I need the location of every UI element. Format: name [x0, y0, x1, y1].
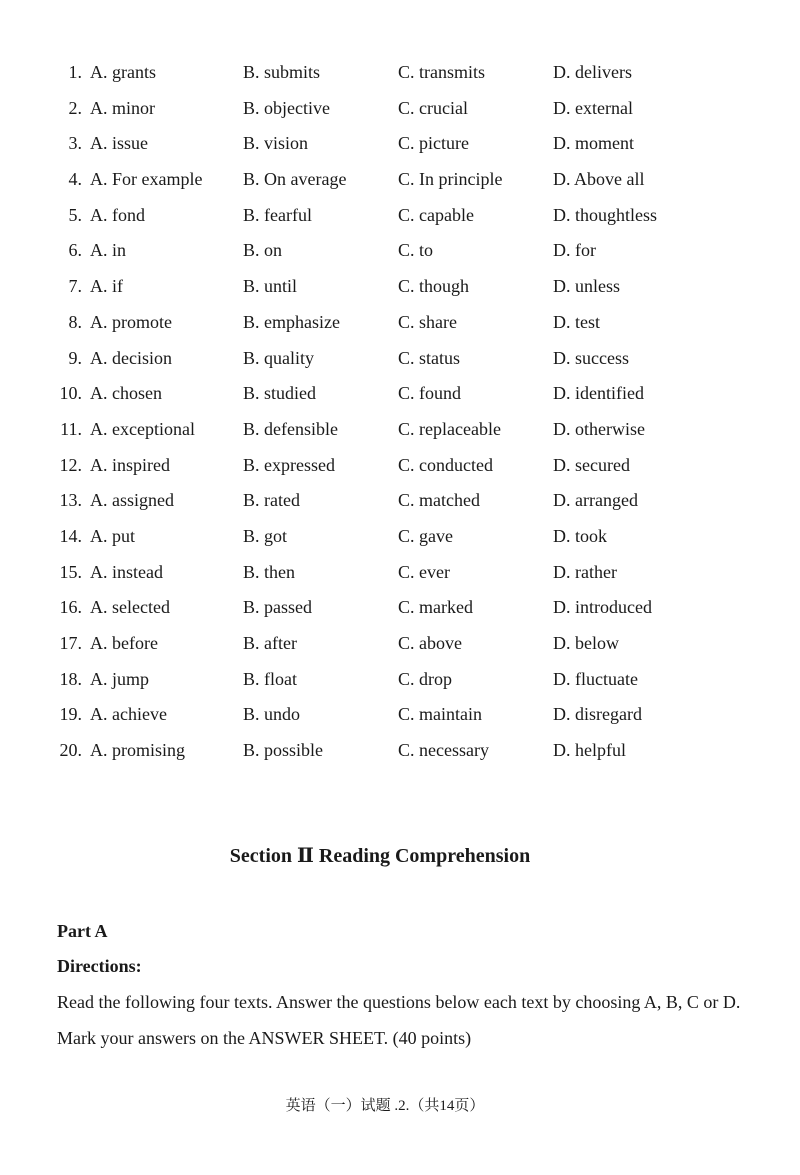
cloze-options-list — [0, 55, 800, 769]
option-d: D. introduced — [553, 597, 652, 618]
question-row — [0, 483, 800, 519]
option-c: C. In principle — [398, 169, 503, 190]
option-a: A. grants — [90, 62, 156, 82]
option-a: A. For example — [90, 169, 203, 190]
option-c: C. necessary — [398, 740, 489, 761]
question-number: 6. — [68, 240, 82, 261]
question-number: 1. — [68, 62, 82, 82]
question-number: 10. — [59, 383, 82, 404]
question-number: 11. — [60, 418, 82, 439]
option-c: C. though — [398, 276, 470, 297]
option-a: A. exceptional — [90, 418, 195, 439]
option-b: B. emphasize — [243, 311, 340, 332]
question-row — [0, 412, 800, 448]
option-a: A. put — [90, 525, 135, 546]
option-b: B. possible — [243, 740, 324, 761]
question-row — [0, 162, 800, 198]
option-b: B. on — [243, 240, 283, 261]
question-row — [0, 126, 800, 162]
option-d: D. identified — [553, 383, 644, 404]
option-b: B. passed — [243, 597, 312, 618]
option-b: B. studied — [243, 383, 317, 404]
question-number: 5. — [68, 204, 82, 225]
question-number: 16. — [59, 597, 82, 618]
question-number: 19. — [59, 704, 82, 725]
option-b: B. objective — [243, 97, 330, 118]
part-label: Part A — [57, 921, 108, 941]
question-row — [0, 590, 800, 626]
section-title: Section Ⅱ Reading Comprehension — [229, 845, 531, 867]
option-b: B. undo — [243, 704, 301, 725]
option-d: D. thoughtless — [553, 204, 658, 225]
option-b: B. quality — [243, 347, 314, 368]
option-c: C. maintain — [398, 704, 482, 725]
option-b: B. fearful — [243, 204, 312, 225]
question-number: 14. — [59, 525, 82, 546]
option-c: C. above — [398, 633, 462, 653]
question-number: 7. — [68, 276, 82, 297]
option-a: A. promising — [90, 740, 186, 761]
question-number: 20. — [59, 740, 82, 761]
question-row — [0, 697, 800, 733]
option-a: A. assigned — [90, 490, 174, 511]
option-b: B. On average — [243, 169, 347, 190]
option-c: C. picture — [398, 133, 469, 154]
question-number: 12. — [59, 454, 82, 475]
option-c: C. transmits — [398, 62, 486, 82]
option-a: A. promote — [90, 311, 172, 332]
question-number: 13. — [59, 490, 82, 511]
option-a: A. decision — [90, 347, 172, 368]
question-number: 2. — [68, 97, 82, 118]
question-number: 8. — [68, 311, 82, 332]
option-c: C. marked — [398, 597, 473, 618]
option-b: B. after — [243, 633, 297, 653]
question-row — [0, 305, 800, 341]
question-number: 15. — [59, 561, 82, 582]
option-b: B. vision — [243, 133, 309, 154]
option-a: A. instead — [90, 561, 163, 582]
question-number: 17. — [59, 633, 82, 653]
question-number: 4. — [68, 169, 82, 190]
option-c: C. gave — [398, 525, 453, 546]
option-d: D. for — [553, 240, 596, 261]
option-c: C. replaceable — [398, 418, 501, 439]
option-c: C. to — [398, 240, 434, 261]
question-row — [0, 91, 800, 127]
option-d: D. below — [553, 633, 619, 653]
option-d: D. success — [553, 347, 629, 368]
option-c: C. capable — [398, 204, 474, 225]
option-b: B. defensible — [243, 418, 338, 439]
option-c: C. ever — [398, 561, 450, 582]
option-d: D. Above all — [553, 169, 645, 190]
option-a: A. in — [90, 240, 126, 261]
option-c: C. crucial — [398, 97, 468, 118]
page-footer: 英语（一）试题 .2.（共14页） — [285, 1098, 485, 1114]
option-d: D. moment — [553, 133, 634, 154]
question-row — [0, 269, 800, 305]
directions-text: Read the following four texts. Answer the questions below each text by choosing A, B, C or D. Mark your answers on the ANSWER SHEET. (40 points) — [57, 992, 741, 1048]
option-d: D. rather — [553, 561, 617, 582]
option-d: D. helpful — [553, 740, 626, 761]
option-c: C. found — [398, 383, 461, 404]
option-a: A. selected — [90, 597, 170, 618]
option-b: B. submits — [243, 62, 321, 82]
option-c: C. matched — [398, 490, 480, 511]
option-d: D. fluctuate — [553, 668, 638, 689]
question-number: 9. — [68, 347, 82, 368]
option-d: D. disregard — [553, 704, 642, 725]
option-a: A. if — [90, 276, 123, 297]
question-row — [0, 198, 800, 234]
option-d: D. secured — [553, 454, 630, 475]
question-row — [0, 733, 800, 769]
option-d: D. otherwise — [553, 418, 645, 439]
option-d: D. external — [553, 97, 633, 118]
question-row — [0, 233, 800, 269]
option-b: B. expressed — [243, 454, 335, 475]
question-row — [0, 341, 800, 377]
option-a: A. before — [90, 633, 158, 653]
option-d: D. unless — [553, 276, 620, 297]
option-a: A. inspired — [90, 454, 170, 475]
question-row — [0, 519, 800, 555]
option-a: A. achieve — [90, 704, 167, 725]
option-a: A. jump — [90, 668, 150, 689]
option-d: D. test — [553, 311, 600, 332]
option-c: C. share — [398, 311, 457, 332]
question-row — [0, 555, 800, 591]
option-a: A. fond — [90, 204, 145, 225]
option-b: B. float — [243, 668, 297, 689]
option-c: C. drop — [398, 668, 452, 689]
question-row — [0, 376, 800, 412]
option-b: B. got — [243, 525, 288, 546]
option-c: C. status — [398, 347, 461, 368]
question-row — [0, 662, 800, 698]
option-d: D. delivers — [553, 62, 632, 82]
question-number: 18. — [59, 668, 82, 689]
question-number: 3. — [68, 133, 82, 154]
option-d: D. took — [553, 525, 607, 546]
option-b: B. then — [243, 561, 295, 582]
option-b: B. until — [243, 276, 298, 297]
question-row — [0, 626, 800, 662]
option-b: B. rated — [243, 490, 300, 511]
question-row — [0, 55, 800, 91]
option-d: D. arranged — [553, 490, 638, 511]
option-a: A. issue — [90, 133, 148, 154]
option-c: C. conducted — [398, 454, 493, 475]
question-row — [0, 448, 800, 484]
directions-label: Directions: — [57, 956, 142, 976]
option-a: A. chosen — [90, 383, 162, 404]
option-a: A. minor — [90, 97, 155, 118]
